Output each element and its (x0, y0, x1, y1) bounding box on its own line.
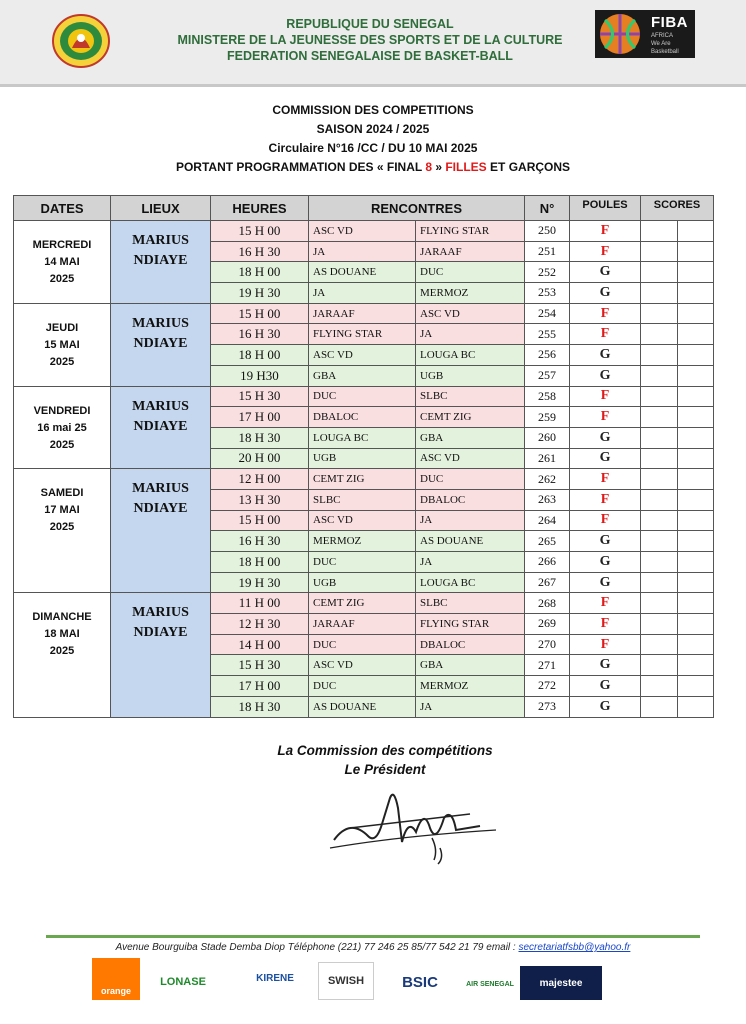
title-programme-post: ET GARÇONS (486, 160, 571, 174)
title-programme-mid: » (432, 160, 446, 174)
team1-cell: CEMT ZIG (309, 593, 416, 614)
sponsor-majestee-label: majestee (539, 977, 583, 989)
team2-cell: JARAAF (416, 241, 525, 262)
match-number-cell: 267 (525, 572, 570, 593)
score-away-cell (678, 448, 714, 469)
time-cell: 18 H 30 (211, 696, 309, 717)
poule-cell: F (570, 303, 641, 324)
team2-cell: DUC (416, 469, 525, 490)
sponsor-air-senegal-label: AIR SENEGAL (466, 980, 514, 988)
score-home-cell (641, 531, 678, 552)
match-number-cell: 259 (525, 407, 570, 428)
date-cell: MERCREDI 14 MAI 2025 (14, 221, 111, 304)
team1-cell: JARAAF (309, 303, 416, 324)
time-cell: 16 H 30 (211, 324, 309, 345)
poule-cell: F (570, 241, 641, 262)
poule-cell: G (570, 552, 641, 573)
score-away-cell (678, 324, 714, 345)
match-number-cell: 261 (525, 448, 570, 469)
title-season: SAISON 2024 / 2025 (316, 122, 430, 136)
time-cell: 20 H 00 (211, 448, 309, 469)
date-cell: JEUDI 15 MAI 2025 (14, 303, 111, 386)
venue-cell: MARIUS NDIAYE (111, 386, 211, 469)
time-cell: 15 H 30 (211, 386, 309, 407)
schedule-table (13, 195, 714, 718)
header-num: N° (525, 196, 570, 221)
score-home-cell (641, 324, 678, 345)
poule-cell: G (570, 676, 641, 697)
team1-cell: DUC (309, 386, 416, 407)
score-home-cell (641, 634, 678, 655)
poule-cell: F (570, 324, 641, 345)
match-number-cell: 273 (525, 696, 570, 717)
venue-cell: MARIUS NDIAYE (111, 221, 211, 304)
team2-cell: DBALOC (416, 489, 525, 510)
score-home-cell (641, 614, 678, 635)
table-row (14, 469, 714, 490)
time-cell: 18 H 30 (211, 427, 309, 448)
sponsor-lonase-label: LONASE (160, 976, 206, 988)
team2-cell: DBALOC (416, 634, 525, 655)
team2-cell: ASC VD (416, 303, 525, 324)
time-cell: 17 H 00 (211, 676, 309, 697)
footer-email-link[interactable]: secretariatfsbb@yahoo.fr (518, 942, 631, 953)
time-cell: 14 H 00 (211, 634, 309, 655)
score-home-cell (641, 221, 678, 242)
score-away-cell (678, 676, 714, 697)
score-away-cell (678, 696, 714, 717)
score-home-cell (641, 552, 678, 573)
team1-cell: LOUGA BC (309, 427, 416, 448)
team1-cell: MERMOZ (309, 531, 416, 552)
match-number-cell: 257 (525, 365, 570, 386)
match-number-cell: 268 (525, 593, 570, 614)
time-cell: 18 H 00 (211, 552, 309, 573)
score-away-cell (678, 241, 714, 262)
score-away-cell (678, 634, 714, 655)
score-home-cell (641, 696, 678, 717)
score-away-cell (678, 593, 714, 614)
fiba-tagline: We Are Basketball (651, 41, 679, 55)
score-home-cell (641, 572, 678, 593)
time-cell: 11 H 00 (211, 593, 309, 614)
sponsor-kirene (246, 968, 304, 988)
match-number-cell: 271 (525, 655, 570, 676)
team2-cell: SLBC (416, 593, 525, 614)
title-filles: FILLES (445, 160, 487, 174)
venue-cell: MARIUS NDIAYE (111, 303, 211, 386)
match-number-cell: 250 (525, 221, 570, 242)
team1-cell: UGB (309, 572, 416, 593)
sponsor-kirene-label: KIRENE (256, 972, 294, 984)
date-cell: VENDREDI 16 mai 25 2025 (14, 386, 111, 469)
team1-cell: AS DOUANE (309, 696, 416, 717)
score-home-cell (641, 365, 678, 386)
match-number-cell: 270 (525, 634, 570, 655)
match-number-cell: 253 (525, 283, 570, 304)
poule-cell: G (570, 448, 641, 469)
match-number-cell: 252 (525, 262, 570, 283)
team1-cell: JARAAF (309, 614, 416, 635)
sponsor-air-senegal (464, 970, 516, 998)
score-home-cell (641, 676, 678, 697)
table-row (14, 386, 714, 407)
poule-cell: G (570, 572, 641, 593)
team1-cell: AS DOUANE (309, 262, 416, 283)
time-cell: 12 H 30 (211, 614, 309, 635)
team2-cell: JA (416, 510, 525, 531)
time-cell: 19 H30 (211, 365, 309, 386)
score-away-cell (678, 262, 714, 283)
score-home-cell (641, 407, 678, 428)
handwritten-signature (320, 778, 502, 874)
score-away-cell (678, 345, 714, 366)
federation-logo (52, 14, 110, 68)
team2-cell: GBA (416, 427, 525, 448)
team2-cell: MERMOZ (416, 283, 525, 304)
score-home-cell (641, 593, 678, 614)
poule-cell: G (570, 345, 641, 366)
sponsor-orange-label: orange (100, 986, 131, 996)
footer-divider (46, 935, 700, 938)
team2-cell: JA (416, 324, 525, 345)
score-away-cell (678, 303, 714, 324)
sponsor-lonase (152, 968, 214, 996)
footer-contact (46, 942, 700, 953)
signature-president: Le Président (344, 762, 426, 777)
match-number-cell: 264 (525, 510, 570, 531)
time-cell: 15 H 00 (211, 221, 309, 242)
score-away-cell (678, 469, 714, 490)
header-federation: FEDERATION SENEGALAISE DE BASKET-BALL (227, 49, 513, 63)
score-away-cell (678, 531, 714, 552)
header-lieux: LIEUX (111, 196, 211, 221)
score-away-cell (678, 489, 714, 510)
title-final-number: 8 (425, 160, 432, 174)
score-away-cell (678, 655, 714, 676)
poule-cell: G (570, 427, 641, 448)
team2-cell: AS DOUANE (416, 531, 525, 552)
table-row (14, 303, 714, 324)
poule-cell: F (570, 407, 641, 428)
poule-cell: F (570, 593, 641, 614)
header-scores: SCORES (641, 196, 714, 221)
signature-block (210, 741, 560, 779)
team1-cell: DUC (309, 676, 416, 697)
score-home-cell (641, 427, 678, 448)
time-cell: 17 H 00 (211, 407, 309, 428)
team1-cell: ASC VD (309, 510, 416, 531)
score-away-cell (678, 386, 714, 407)
match-number-cell: 262 (525, 469, 570, 490)
team1-cell: ASC VD (309, 655, 416, 676)
team1-cell: CEMT ZIG (309, 469, 416, 490)
team2-cell: LOUGA BC (416, 345, 525, 366)
score-away-cell (678, 407, 714, 428)
title-circular: Circulaire N°16 /CC / DU 10 MAI 2025 (268, 141, 478, 155)
letterhead (0, 0, 746, 84)
fiba-subtitle (651, 32, 695, 56)
poule-cell: F (570, 469, 641, 490)
team1-cell: ASC VD (309, 221, 416, 242)
schedule-body (14, 221, 714, 718)
score-home-cell (641, 386, 678, 407)
team1-cell: JA (309, 283, 416, 304)
time-cell: 16 H 30 (211, 241, 309, 262)
match-number-cell: 266 (525, 552, 570, 573)
time-cell: 15 H 30 (211, 655, 309, 676)
poule-cell: G (570, 531, 641, 552)
table-row (14, 221, 714, 242)
title-programme-pre: PORTANT PROGRAMMATION DES « FINAL (175, 160, 426, 174)
score-home-cell (641, 241, 678, 262)
header-dates: DATES (14, 196, 111, 221)
team2-cell: GBA (416, 655, 525, 676)
poule-cell: G (570, 655, 641, 676)
time-cell: 15 H 00 (211, 303, 309, 324)
date-cell: SAMEDI 17 MAI 2025 (14, 469, 111, 593)
score-away-cell (678, 510, 714, 531)
time-cell: 19 H 30 (211, 572, 309, 593)
time-cell: 15 H 00 (211, 510, 309, 531)
match-number-cell: 255 (525, 324, 570, 345)
score-away-cell (678, 552, 714, 573)
time-cell: 13 H 30 (211, 489, 309, 510)
header-poules: POULES (570, 196, 641, 221)
venue-cell: MARIUS NDIAYE (111, 469, 211, 593)
title-programme (100, 158, 646, 177)
score-home-cell (641, 283, 678, 304)
document-title-block (100, 101, 646, 177)
team1-cell: SLBC (309, 489, 416, 510)
poule-cell: G (570, 696, 641, 717)
team2-cell: JA (416, 552, 525, 573)
score-home-cell (641, 489, 678, 510)
score-home-cell (641, 510, 678, 531)
fiba-africa-logo (595, 10, 695, 58)
score-home-cell (641, 448, 678, 469)
team2-cell: JA (416, 696, 525, 717)
score-away-cell (678, 283, 714, 304)
time-cell: 16 H 30 (211, 531, 309, 552)
team2-cell: FLYING STAR (416, 614, 525, 635)
header-republic: REPUBLIQUE DU SENEGAL (286, 17, 454, 31)
team1-cell: FLYING STAR (309, 324, 416, 345)
team1-cell: UGB (309, 448, 416, 469)
team2-cell: DUC (416, 262, 525, 283)
poule-cell: F (570, 510, 641, 531)
time-cell: 18 H 00 (211, 262, 309, 283)
sponsor-bsic (382, 966, 458, 998)
header-divider (0, 84, 746, 87)
match-number-cell: 260 (525, 427, 570, 448)
poule-cell: F (570, 489, 641, 510)
table-row (14, 593, 714, 614)
team2-cell: LOUGA BC (416, 572, 525, 593)
venue-cell: MARIUS NDIAYE (111, 593, 211, 717)
score-away-cell (678, 572, 714, 593)
score-away-cell (678, 614, 714, 635)
poule-cell: F (570, 386, 641, 407)
team2-cell: UGB (416, 365, 525, 386)
basketball-icon (597, 12, 643, 56)
sponsor-bsic-label: BSIC (402, 973, 438, 991)
poule-cell: F (570, 221, 641, 242)
fiba-brand: FIBA (651, 14, 688, 31)
header-heures: HEURES (211, 196, 309, 221)
match-number-cell: 265 (525, 531, 570, 552)
match-number-cell: 269 (525, 614, 570, 635)
signature-commission: La Commission des compétitions (277, 743, 493, 758)
sponsor-swish (318, 962, 374, 1000)
letterhead-text (150, 16, 590, 64)
header-rencontres: RENCONTRES (309, 196, 525, 221)
poule-cell: F (570, 614, 641, 635)
sponsor-majestee (520, 966, 602, 1000)
score-away-cell (678, 365, 714, 386)
fiba-region: AFRICA (651, 33, 674, 39)
sponsor-orange (92, 958, 140, 1000)
poule-cell: F (570, 634, 641, 655)
date-cell: DIMANCHE 18 MAI 2025 (14, 593, 111, 717)
team1-cell: JA (309, 241, 416, 262)
team1-cell: DUC (309, 634, 416, 655)
footer-address: Avenue Bourguiba Stade Demba Diop Téléphone (221) 77 246 25 85/77 542 21 79 email : (115, 942, 519, 953)
score-away-cell (678, 221, 714, 242)
score-home-cell (641, 655, 678, 676)
team1-cell: ASC VD (309, 345, 416, 366)
score-home-cell (641, 303, 678, 324)
team2-cell: FLYING STAR (416, 221, 525, 242)
sponsor-swish-label: SWISH (327, 975, 365, 987)
team2-cell: CEMT ZIG (416, 407, 525, 428)
score-away-cell (678, 427, 714, 448)
team2-cell: MERMOZ (416, 676, 525, 697)
team1-cell: GBA (309, 365, 416, 386)
time-cell: 18 H 00 (211, 345, 309, 366)
score-home-cell (641, 262, 678, 283)
poule-cell: G (570, 283, 641, 304)
match-number-cell: 254 (525, 303, 570, 324)
score-home-cell (641, 345, 678, 366)
team1-cell: DBALOC (309, 407, 416, 428)
poule-cell: G (570, 365, 641, 386)
score-home-cell (641, 469, 678, 490)
match-number-cell: 263 (525, 489, 570, 510)
match-number-cell: 256 (525, 345, 570, 366)
team2-cell: ASC VD (416, 448, 525, 469)
title-commission: COMMISSION DES COMPETITIONS (272, 103, 474, 117)
match-number-cell: 258 (525, 386, 570, 407)
match-number-cell: 251 (525, 241, 570, 262)
table-header-row (14, 196, 714, 221)
time-cell: 12 H 00 (211, 469, 309, 490)
team1-cell: DUC (309, 552, 416, 573)
match-number-cell: 272 (525, 676, 570, 697)
time-cell: 19 H 30 (211, 283, 309, 304)
team2-cell: SLBC (416, 386, 525, 407)
poule-cell: G (570, 262, 641, 283)
header-ministry: MINISTERE DE LA JEUNESSE DES SPORTS ET DE LA CULTURE (177, 33, 563, 47)
